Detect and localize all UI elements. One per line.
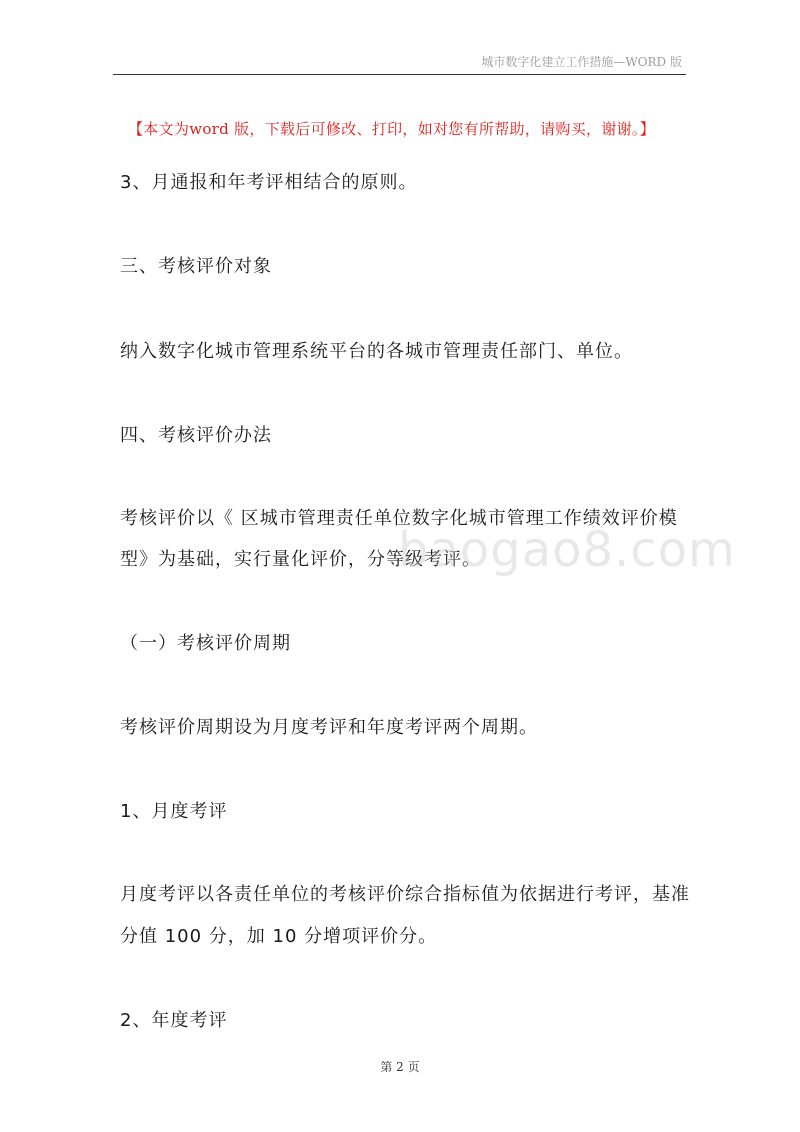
- paragraph-cycle: 考核评价周期设为月度考评和年度考评两个周期。: [120, 717, 538, 738]
- paragraph-monthly-line-1: 月度考评以各责任单位的考核评价综合指标值为依据进行考评，基准: [120, 884, 690, 905]
- paragraph-monthly-line-2: 分值 100 分，加 10 分增项评价分。: [120, 926, 438, 947]
- header-title: 城市数字化建立工作措施—WORD 版: [481, 55, 682, 69]
- paragraph-method-line-1: 考核评价以《 区城市管理责任单位数字化城市管理工作绩效评价模: [120, 508, 678, 529]
- purchase-notice: 【本文为word 版，下载后可修改、打印，如对您有所帮助，请购买，谢谢。】: [128, 120, 656, 138]
- section-heading-4: 四、考核评价办法: [120, 425, 272, 446]
- paragraph-evaluation-targets: 纳入数字化城市管理系统平台的各城市管理责任部门、单位。: [120, 341, 633, 362]
- section-heading-3: 三、考核评价对象: [120, 256, 272, 277]
- paragraph-method-line-2: 型》为基础，实行量化评价，分等级考评。: [120, 549, 481, 570]
- item-heading-monthly: 1、月度考评: [120, 801, 228, 822]
- page-number: 第 2 页: [380, 1060, 420, 1074]
- watermark: baogao8.com: [398, 522, 736, 578]
- subsection-heading-cycle: （一）考核评价周期: [120, 633, 291, 654]
- header-divider: [113, 74, 686, 75]
- item-heading-annual: 2、年度考评: [120, 1010, 228, 1031]
- paragraph-principle-3: 3、月通报和年考评相结合的原则。: [120, 172, 418, 193]
